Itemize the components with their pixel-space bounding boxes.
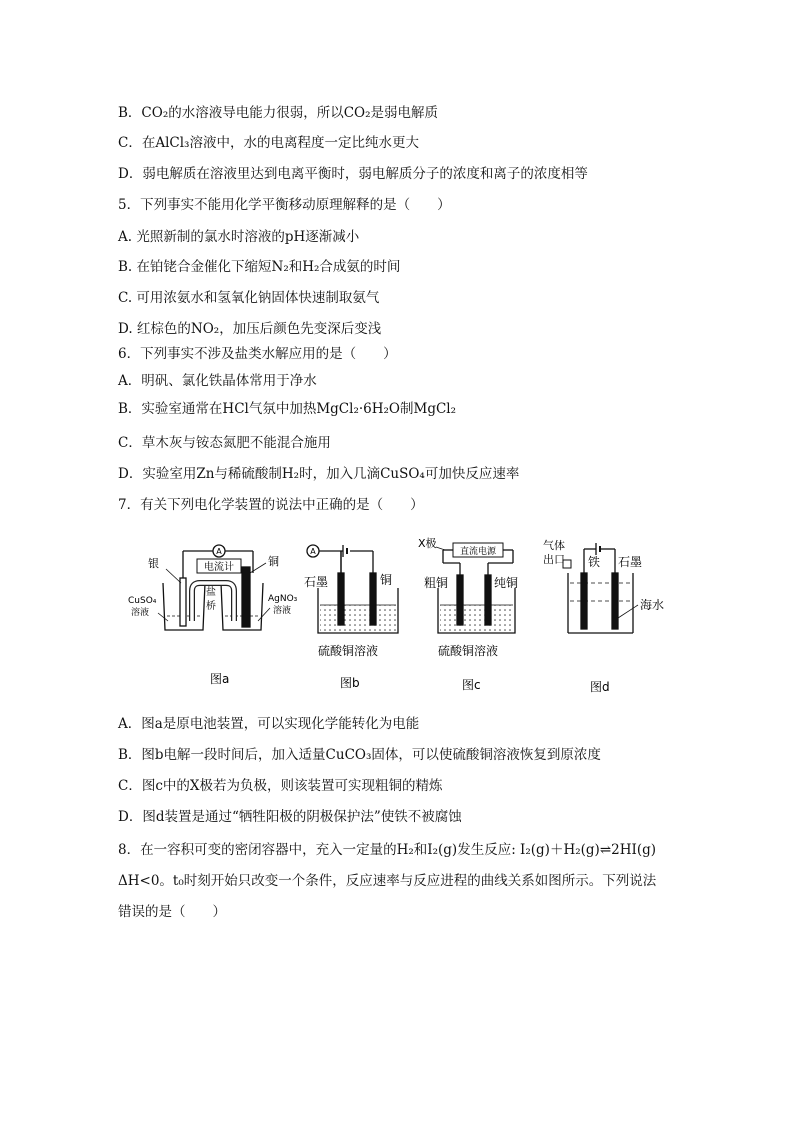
- question-5: 5．下列事实不能用化学平衡移动原理解释的是（ ）: [118, 197, 451, 213]
- figure-d-graphite-label: 石墨: [618, 555, 643, 569]
- ammeter-symbol: A: [310, 547, 316, 556]
- question-6-option-d: D．实验室用Zn与稀硫酸制H₂时，加入几滴CuSO₄可加快反应速率: [118, 466, 520, 482]
- figure-a-left-solution-label-1: CuSO₄: [128, 596, 157, 606]
- option-b-co2: B．CO₂的水溶液导电能力很弱，所以CO₂是弱电解质: [118, 105, 439, 121]
- option-c-alcl3: C．在AlCl₃溶液中，水的电离程度一定比纯水更大: [118, 135, 419, 151]
- figure-a-right-electrode-label: 铜: [268, 555, 279, 568]
- electrochemistry-figures: [118, 533, 698, 703]
- figure-a-left-solution-label-2: 溶液: [131, 608, 150, 618]
- figure-d-seawater-label: 海水: [640, 598, 665, 612]
- figure-b-left-electrode-label: 石墨: [304, 575, 329, 589]
- figure-c-power-label: 直流电源: [459, 547, 497, 557]
- figure-b-solution-label: 硫酸铜溶液: [318, 644, 379, 658]
- question-6-option-b: B．实验室通常在HCl气氛中加热MgCl₂·6H₂O制MgCl₂: [118, 401, 457, 417]
- question-8-line-2: ΔH<0。t₀时刻开始只改变一个条件，反应速率与反应进程的曲线关系如图所示。下列说法: [118, 873, 657, 889]
- figure-c-right-electrode-label: 纯铜: [494, 576, 519, 590]
- figure-a-meter-label: 电流计: [204, 562, 234, 573]
- figure-a-caption: 图a: [210, 672, 230, 686]
- question-8-line-3: 错误的是（ ）: [118, 904, 226, 920]
- question-5-option-a: A. 光照新制的氯水时溶液的pH逐渐减小: [118, 229, 360, 245]
- figure-c-x-electrode-label: X极: [418, 537, 437, 550]
- figure-c-left-electrode-label: 粗铜: [424, 576, 449, 590]
- figure-c-solution-label: 硫酸铜溶液: [438, 644, 499, 658]
- figure-b-right-electrode-label: 铜: [380, 573, 393, 587]
- question-5-option-d: D. 红棕色的NO₂，加压后颜色先变深后变浅: [118, 321, 382, 337]
- option-d-weak-electrolyte: D．弱电解质在溶液里达到电离平衡时，弱电解质分子的浓度和离子的浓度相等: [118, 166, 588, 182]
- question-7-option-d: D．图d装置是通过“牺牲阳极的阴极保护法”使铁不被腐蚀: [118, 809, 462, 825]
- figure-b: [307, 545, 398, 633]
- question-8-line-1: 8．在一容积可变的密闭容器中，充入一定量的H₂和I₂(g)发生反应: I₂(g)＋H₂(g)⇌2HI(g): [118, 842, 656, 858]
- figure-a-right-solution-label-2: 溶液: [273, 606, 292, 616]
- question-5-option-c: C. 可用浓氨水和氢氧化钠固体快速制取氨气: [118, 290, 380, 306]
- figure-b-caption: 图b: [340, 676, 360, 690]
- question-5-option-b: B. 在铂铑合金催化下缩短N₂和H₂合成氨的时间: [118, 259, 401, 275]
- question-7: 7．有关下列电化学装置的说法中正确的是（ ）: [118, 497, 424, 513]
- figure-c-caption: 图c: [462, 678, 481, 692]
- question-6-option-a: A．明矾、氯化铁晶体常用于净水: [118, 373, 317, 389]
- figure-a-salt-bridge-label-1: 盐: [206, 587, 216, 598]
- question-7-option-a: A．图a是原电池装置，可以实现化学能转化为电能: [118, 716, 420, 732]
- question-6: 6．下列事实不涉及盐类水解应用的是（ ）: [118, 346, 397, 362]
- question-7-option-c: C．图c中的X极若为负极，则该装置可实现粗铜的精炼: [118, 778, 443, 794]
- figure-a-left-electrode-label: 银: [148, 557, 159, 570]
- question-7-option-b: B．图b电解一段时间后，加入适量CuCO₃固体，可以使硫酸铜溶液恢复到原浓度: [118, 747, 601, 763]
- galvanometer-symbol: A: [216, 547, 222, 556]
- figure-a-salt-bridge-label-2: 桥: [206, 601, 216, 612]
- question-6-option-c: C．草木灰与铵态氮肥不能混合施用: [118, 435, 331, 451]
- figure-d-gas-label-2: 出口: [543, 553, 565, 566]
- figure-d-caption: 图d: [590, 680, 610, 694]
- figure-d-gas-label-1: 气体: [543, 539, 565, 552]
- figure-a-right-solution-label-1: AgNO₃: [268, 594, 298, 604]
- figure-d-iron-label: 铁: [588, 555, 601, 569]
